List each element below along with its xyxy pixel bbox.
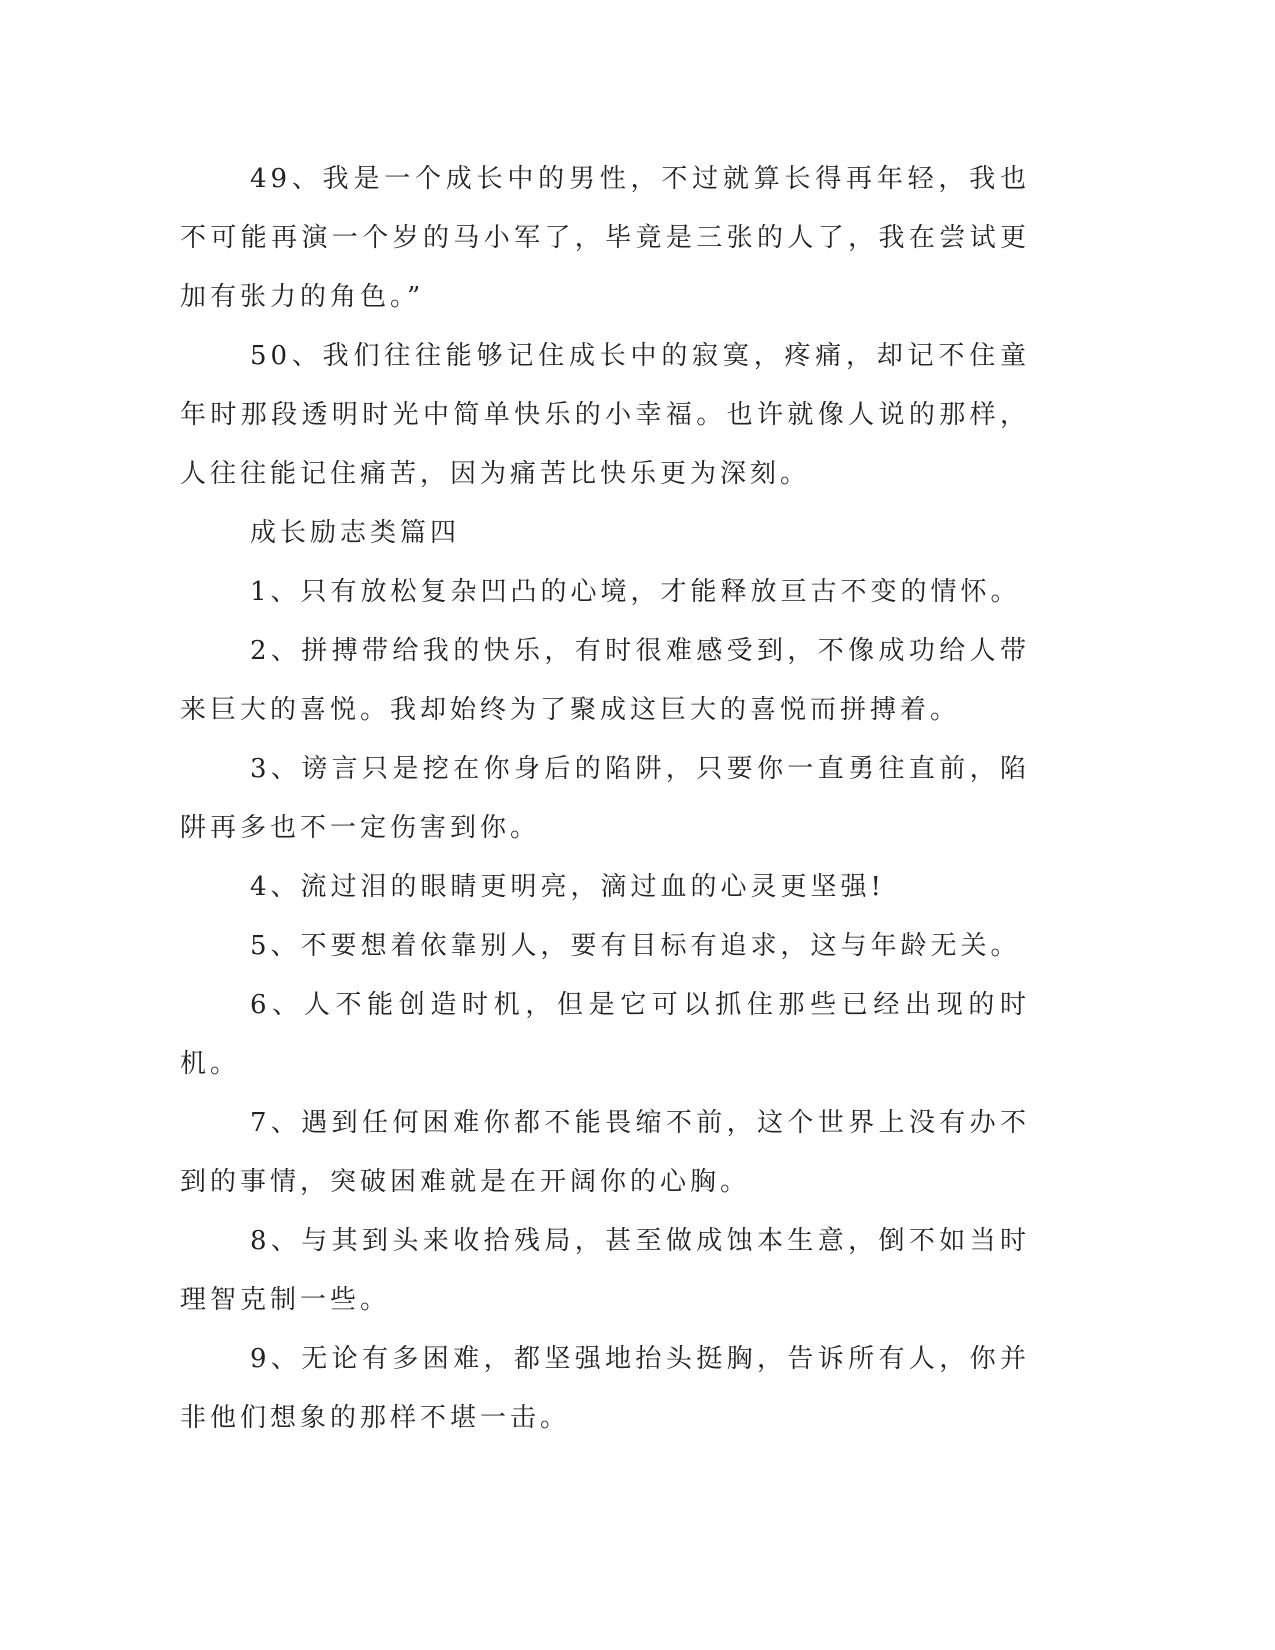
section-heading: 成长励志类篇四 xyxy=(250,518,461,548)
paragraph-8: 8、与其到头来收拾残局，甚至做成蚀本生意，倒不如当时理智克制一些。 xyxy=(180,1226,1030,1315)
paragraph-50: 50、我们往往能够记住成长中的寂寞，疼痛，却记不住童年时那段透明时光中简单快乐的小幸福。也许就像人说的那样，人往往能记住痛苦，因为痛苦比快乐更为深刻。 xyxy=(180,341,1030,489)
paragraph-4: 4、流过泪的眼睛更明亮，滴过血的心灵更坚强! xyxy=(250,872,885,902)
paragraph-6: 6、人不能创造时机，但是它可以抓住那些已经出现的时机。 xyxy=(180,990,1030,1079)
paragraph-5: 5、不要想着依靠别人，要有目标有追求，这与年龄无关。 xyxy=(250,931,1021,961)
document-page xyxy=(180,150,1030,1448)
paragraph-7: 7、遇到任何困难你都不能畏缩不前，这个世界上没有办不到的事情，突破困难就是在开阔你的心胸。 xyxy=(180,1108,1030,1197)
paragraph-2: 2、拼搏带给我的快乐，有时很难感受到，不像成功给人带来巨大的喜悦。我却始终为了聚成这巨大的喜悦而拼搏着。 xyxy=(180,636,1030,725)
paragraph-9: 9、无论有多困难，都坚强地抬头挺胸，告诉所有人，你并非他们想象的那样不堪一击。 xyxy=(180,1344,1030,1433)
paragraph-49: 49、我是一个成长中的男性，不过就算长得再年轻，我也不可能再演一个岁的马小军了，毕竟是三张的人了，我在尝试更加有张力的角色。” xyxy=(180,164,1030,312)
paragraph-3: 3、谤言只是挖在你身后的陷阱，只要你一直勇往直前，陷阱再多也不一定伤害到你。 xyxy=(180,754,1030,843)
paragraph-1: 1、只有放松复杂凹凸的心境，才能释放亘古不变的情怀。 xyxy=(250,577,1021,607)
